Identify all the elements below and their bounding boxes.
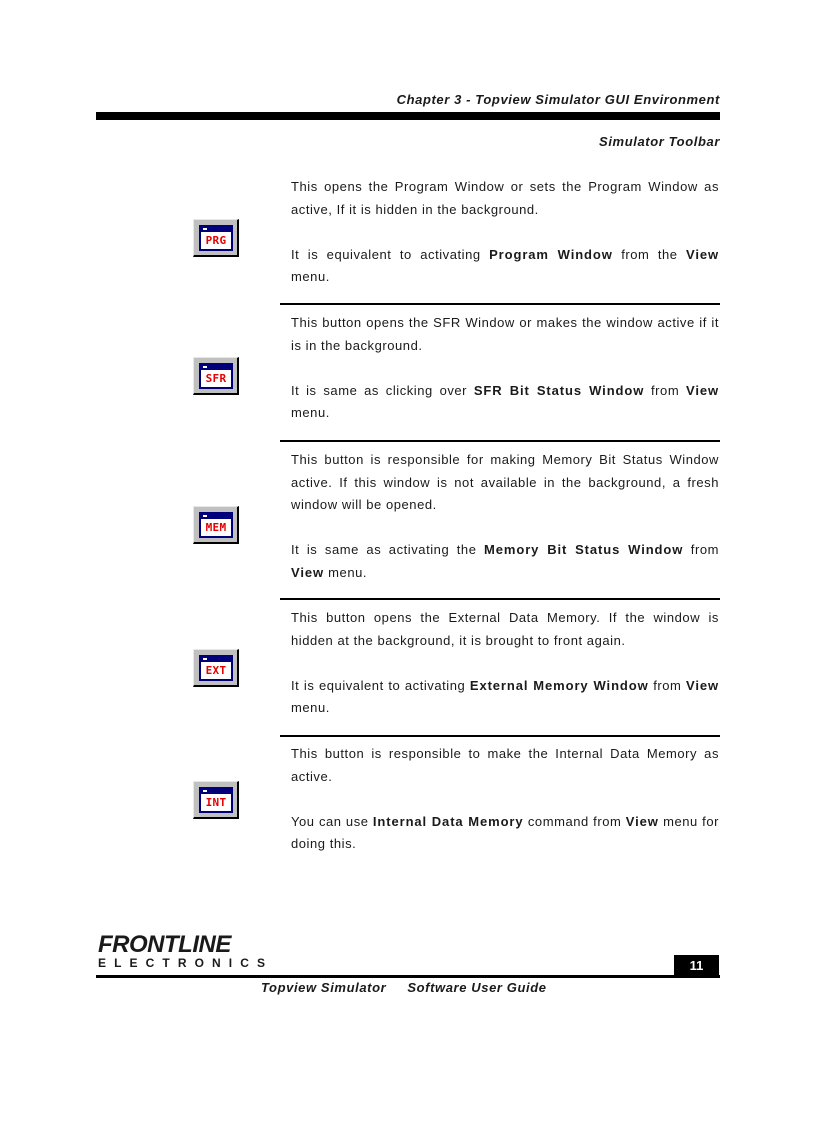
entry-equivalent: It is equivalent to activating External Memory Window from View menu. [291, 677, 719, 715]
guide-title: Topview Simulator Software User Guide [261, 980, 547, 995]
divider [280, 303, 720, 305]
window-icon [199, 225, 233, 251]
entry-sfr-window [291, 312, 719, 425]
entry-equivalent: It is equivalent to activating Program Window from the View menu. [291, 246, 719, 284]
section-title: Simulator Toolbar [599, 134, 720, 149]
entry-description: This button is responsible to make the Internal Data Memory as active. [291, 746, 719, 784]
entry-equivalent: You can use Internal Data Memory command from View menu for doing this. [291, 813, 719, 851]
window-icon [199, 363, 233, 389]
entry-description: This button opens the External Data Memory. If the window is hidden at the background, it is brought to front again. [291, 610, 719, 648]
frontline-logo: FRONTLINE [98, 931, 231, 958]
icon-label: INT [205, 796, 227, 809]
divider [280, 440, 720, 442]
entry-memory-window [291, 449, 719, 584]
program-window-button[interactable] [193, 219, 239, 257]
entry-description: This opens the Program Window or sets the Program Window as active, If it is hidden in the background. [291, 179, 719, 217]
entry-equivalent: It is same as clicking over SFR Bit Status Window from View menu. [291, 382, 720, 420]
icon-label: MEM [205, 521, 227, 534]
entry-description: This button opens the SFR Window or makes the window active if it is in the background. [291, 315, 719, 353]
chapter-title: Chapter 3 - Topview Simulator GUI Environment [396, 92, 720, 107]
icon-label: SFR [205, 372, 227, 385]
entry-equivalent: It is same as activating the Memory Bit Status Window from View menu. [291, 542, 719, 580]
window-icon [199, 787, 233, 813]
external-memory-button[interactable] [193, 649, 239, 687]
memory-window-button[interactable] [193, 506, 239, 544]
header-rule [96, 112, 720, 120]
footer-rule [96, 975, 720, 978]
entry-internal-memory [291, 743, 719, 856]
icon-label: PRG [205, 234, 227, 247]
entry-program-window [291, 176, 719, 289]
electronics-logo-text: ELECTRONICS [98, 956, 274, 970]
window-icon [199, 512, 233, 538]
entry-description: This button is responsible for making Memory Bit Status Window active. If this window is not available in the background, a fresh window will be opened. [291, 452, 719, 512]
internal-memory-button[interactable] [193, 781, 239, 819]
page-number: 11 [674, 955, 719, 976]
sfr-window-button[interactable] [193, 357, 239, 395]
window-icon [199, 655, 233, 681]
icon-label: EXT [205, 664, 227, 677]
entry-external-memory [291, 607, 719, 720]
divider [280, 735, 720, 737]
divider [280, 598, 720, 600]
